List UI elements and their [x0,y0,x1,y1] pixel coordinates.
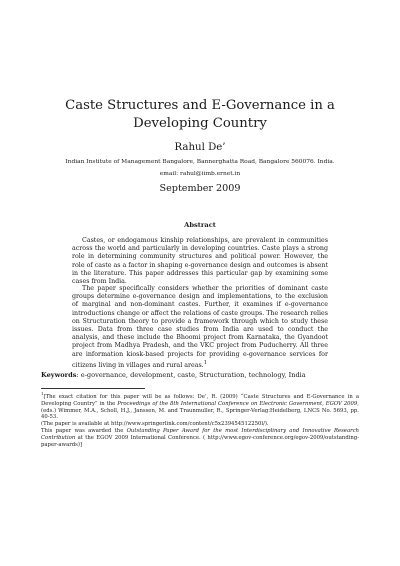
keywords-text: : e-governance, development, caste, Structuration, technology, India [76,371,306,379]
footnote-mark: 1 [41,391,44,396]
paper-title: Caste Structures and E-Governance in a Developing Country [65,98,335,131]
footnote-marker: 1 [203,359,208,366]
abstract-heading: Abstract [184,221,216,229]
footnote-award-text: This paper was awarded the [41,428,127,435]
publication-date: September 2009 [159,183,241,194]
abstract-paragraph-1: Castes, or endogamous kinship relationships, are prevalent in communities across the world and particularly in developing countries. Caste plays a strong role in determining community structures and political power. However, the role of caste as a factor in shaping e-governance design and outcomes is absent in the literature. This paper addresses this particular gap by examining some cases from India. [72,237,328,286]
abstract-paragraph-2-text: The paper specifically considers whether the priorities of dominant caste groups determine e-governance design and implementations, to the exclusion of marginal and non-dominant castes. Further, it examines if e-governance introductions change or affect the relations of caste groups. The research relies on Structuration theory to provide a framework through which to study these issues. Data from three case studies from India are used to conduct the analysis, and these include the Bhoomi project from Karnataka, the Gyandoot project from Madhya Pradesh, and the VKC project from Puducherry. All three are information kiosk-based projects for providing e-governance services for citizens living in villages and rural areas. [72,285,328,369]
author-affiliation: Indian Institute of Management Bangalore, Bannerghatta Road, Bangalore 560076. India. [65,159,335,165]
author-name: Rahul De’ [174,142,226,153]
footnote-award-title: Outstanding Paper Award for the most Interdisciplinary and Innovative Research Contribution [41,428,360,442]
footnote-proceedings: Proceedings of the 8th International Conference on Electronic Government, EGOV 2009 [117,400,358,407]
abstract-paragraph-2 [72,285,328,370]
footnote-citation-end: , (eds.) Wimmer, M.A., Scholl, H.J., Janssen, M. and Traunmuller, R., Springer-Verlag:Heidelberg, LNCS No. 5693, pp. 40-53. [41,400,359,421]
footnote-award-end: at the EGOV 2009 International Conference. ( http://www.egov-conference.org/egov-2009/outstanding-paper-awards)] [41,435,359,449]
footnote-rule [41,388,145,389]
keywords-label: Keywords [41,371,77,379]
footnote-citation-text: [The exact citation for this paper will be as follows: De’, R. (2009) “Caste Structures and E-Governance in a Developing Country” in the [41,393,359,407]
footnote-citation [41,391,359,421]
footnote-availability: (The paper is available at http://www.springerlink.com/content/c5x239454512250l/). [41,421,269,428]
author-email: email: rahul@iimb.ernet.in [159,171,241,177]
footnote-award [41,428,359,449]
footnote [41,391,359,449]
keywords [41,371,361,380]
